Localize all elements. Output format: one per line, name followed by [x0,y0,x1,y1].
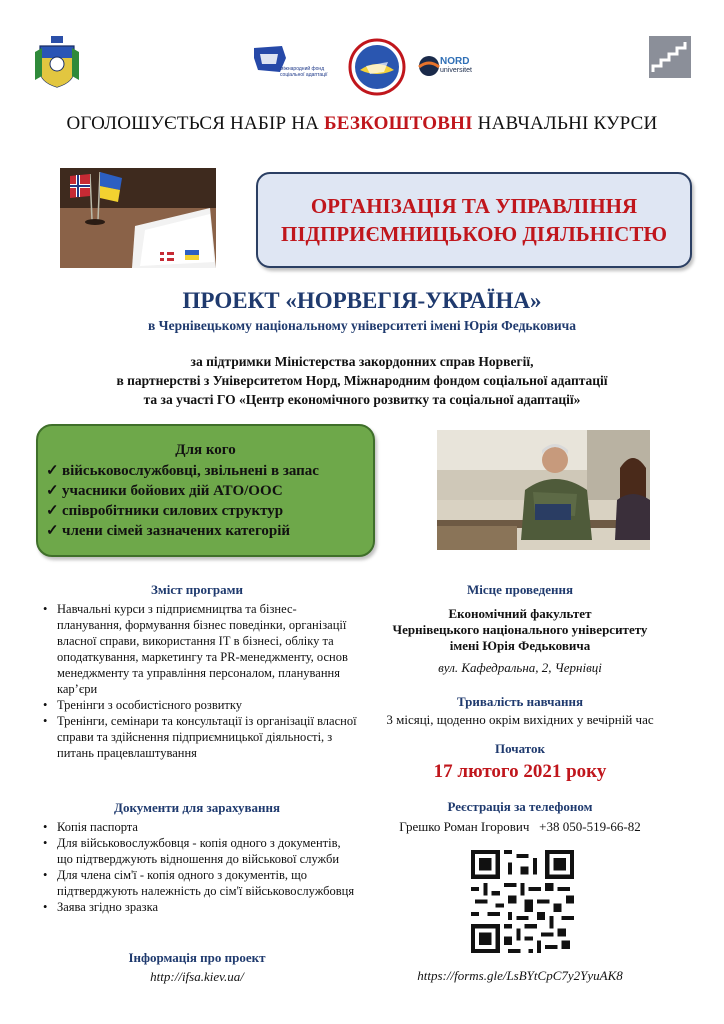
start-title: Початок [495,741,545,756]
audience-list [46,461,373,541]
nord-name: NORD [440,56,470,67]
nord-university-logo [418,53,480,79]
nord-sub: universitet [440,67,472,74]
bullet-icon: • [43,602,48,616]
university-crest-logo [34,36,80,88]
list-item: ✓ військовослужбовці, звільнені в запас [46,463,319,479]
list-item: ✓ члени сімей зазначених категорій [46,523,291,539]
ukraine-norway-seal-logo [348,38,406,96]
support-line1: за підтримки Міністерства закордонних справ Норвегії, [190,354,534,369]
course-title-box [256,172,692,268]
list-item: ✓ співробітники силових структур [46,503,284,519]
flags-photo [60,168,216,268]
venue-address: вул. Кафедральна, 2, Чернівці [438,660,602,675]
venue-line1: Економічний факультет [448,606,592,621]
classroom-photo [437,430,650,550]
list-item: • Копія паспорта [43,820,138,834]
social-fund-logo [252,44,332,90]
venue-title: Місце проведення [466,582,574,597]
documents-title: Документи для зарахування [114,800,280,815]
start-date: 17 лютого 2021 року [433,761,607,782]
bullet-icon: • [43,868,48,882]
duration-section [362,694,678,728]
contact-person: Грешко Роман Ігорович [399,819,530,834]
list-item: ✓ учасники бойових дій АТО/ООС [46,483,283,499]
support-text [0,352,724,409]
course-title-line2: ПІДПРИЄМНИЦЬКОЮ ДІЯЛЬНІСТЮ [281,222,667,246]
bullet-icon: • [43,820,48,834]
start-section [362,741,678,783]
check-icon: ✓ [46,503,59,519]
list-item: • Для військовослужбовця - копія одного з документів, що підтверджують відношення до військової служби [43,836,341,866]
headline-after: НАВЧАЛЬНІ КУРСИ [472,113,658,134]
contact-phone[interactable]: +38 050-519-66-82 [539,819,641,834]
list-item: • Навчальні курси з підприємництва та бізнес-планування, формування бізнес поведінки, організації власної справи, використання ІТ в бізнесі, обліку та оподаткування, маркетингу та PR-менеджменту, основ менеджменту та управління персоналом, планування кар’єри [43,602,348,696]
support-line3: та за участі ГО «Центр економічного розвитку та соціальної адаптації» [143,392,581,407]
project-subtitle: в Чернівецькому національному університеті імені Юрія Федьковича [148,318,576,333]
support-line2: в партнерстві з Університетом Норд, Міжнародним фондом соціальної адаптації [116,373,608,388]
list-item: • Тренінги, семінари та консультації із організації власної справи та здійснення підприємницької діяльності, з питань працевлаштування [43,714,357,760]
bullet-icon: • [43,714,48,728]
headline-before: ОГОЛОШУЄТЬСЯ НАБІР НА [66,113,325,134]
check-icon: ✓ [46,483,59,499]
course-title-line1: ОРГАНІЗАЦІЯ ТА УПРАВЛІННЯ [310,194,638,218]
venue-section [362,582,678,676]
info-title: Інформація про проект [128,950,266,965]
bullet-icon: • [43,836,48,850]
duration-text: 3 місяці, щоденно окрім вихідних у вечірній час [386,712,654,727]
bullet-icon: • [43,698,48,712]
registration-form-link[interactable]: https://forms.gle/LsBYtCpC7y2YyuAK8 [417,968,623,983]
check-icon: ✓ [46,463,59,479]
program-title: Зміст програми [151,582,243,597]
info-section [36,950,358,985]
qr-code[interactable] [471,850,574,953]
documents-section [36,800,358,915]
stairs-logo [649,36,691,78]
list-item: • Тренінги з особистісного розвитку [43,698,243,712]
registration-contact [362,819,678,835]
audience-title: Для кого [175,442,236,458]
headline [0,113,724,135]
venue-line3: імені Юрія Федьковича [449,638,591,653]
project-url-link[interactable]: http://ifsa.kiev.ua/ [150,969,244,984]
check-icon: ✓ [46,523,59,539]
audience-box [36,424,375,557]
venue-line2: Чернівецького національного університету [392,622,648,637]
registration-title: Реєстрація за телефоном [447,799,593,814]
bullet-icon: • [43,900,48,914]
program-list [36,601,358,761]
list-item: • Заява згідно зразка [43,900,159,914]
documents-list [36,819,358,915]
program-section [36,582,358,761]
fund-caption: міжнародний фонд соціальної адаптації [280,66,328,78]
registration-section [362,799,678,835]
project-title: ПРОЕКТ «НОРВЕГІЯ-УКРАЇНА» [182,288,542,313]
headline-highlight: БЕЗКОШТОВНІ [324,113,473,134]
list-item: • Для члена сім'ї - копія одного з документів, що підтверджують належність до сім'ї військовослужбовця [43,868,355,898]
duration-title: Тривалість навчання [456,694,584,709]
